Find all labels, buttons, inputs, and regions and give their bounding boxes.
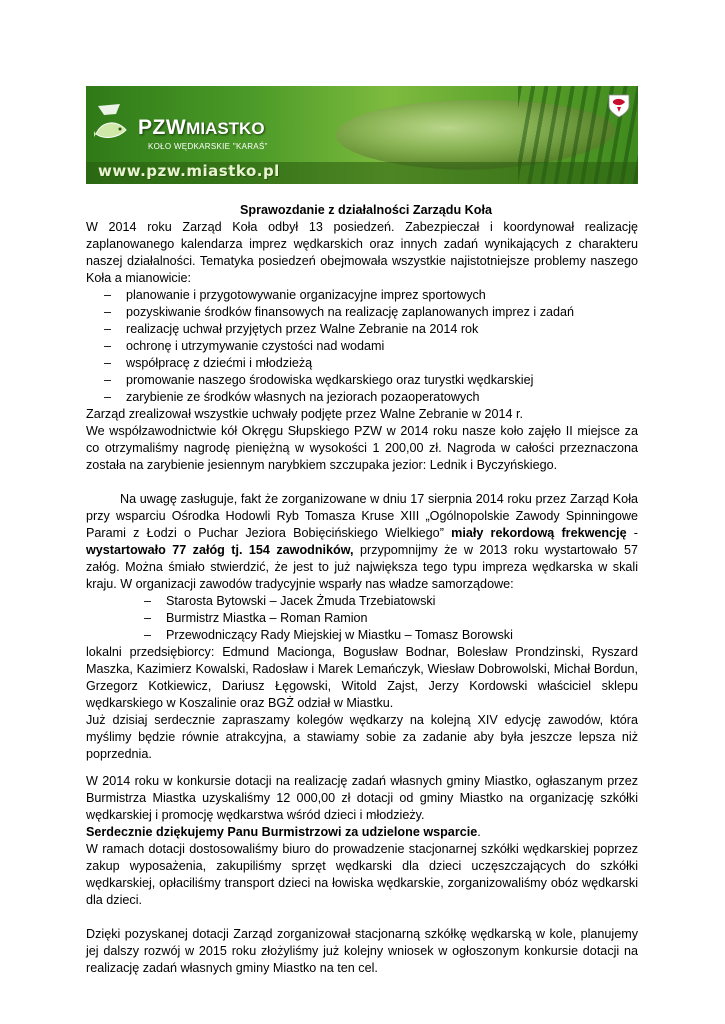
contest-bold-2: wystartowało 77 załóg tj. 154 zawodników, — [86, 543, 354, 557]
authorities-list — [86, 593, 638, 644]
contest-paragraph — [86, 491, 638, 593]
club-subtitle: KOŁO WĘDKARSKIE "KARAŚ" — [148, 142, 268, 151]
thanks-bold: Serdecznie dziękujemy Panu Burmistrzowi za udzielone wsparcie — [86, 825, 478, 839]
town-crest-icon — [608, 94, 630, 118]
sponsors-paragraph: lokalni przedsiębiorcy: Edmund Macionga, Bogusław Bodnar, Bolesław Prondzinski, Ryszard Maszka, Kazimierz Kowalski, Radosław i Marek Lemańczyk, Wiesław Dobrowolski, Michał Bordun, Grzegorz Kotkiewicz, Dariusz Łęgowski, Witold Zajst, Jerzy Kordowski właściciel sklepu wędkarskiego w Koszalinie oraz BGŻ odział w Miastku. — [86, 645, 638, 710]
thanks-tail: . — [477, 825, 481, 839]
district-competition-paragraph: We współzawodnictwie kół Okręgu Słupskiego PZW w 2014 roku nasze koło zajęło II miejsce za co otrzymaliśmy nagrodę pieniężną w wysokości 1 200,00 zł. Nagroda w całości przeznaczona została na zarybienie jesiennym narybkiem szczupaka jezior: Lednik i Byczyńskiego. — [86, 424, 638, 472]
school-paragraph: W ramach dotacji dostosowaliśmy biuro do prowadzenie stacjonarnej szkółki wędkarskiej poprzez zakup wyposażenia, zakupiliśmy sprzęt wędkarski dla dzieci uczęszczających do szkółki wędkarskiej, opłaciliśmy transport dzieci na łowiska wędkarskie, zorganizowaliśmy obóz wędkarski dla dzieci. — [86, 842, 638, 907]
invite-paragraph: Już dzisiaj serdecznie zapraszamy kolegów wędkarzy na kolejną XIV edycję zawodów, która myślimy będzie równie atrakcyjna, a stawiamy sobie za zadanie aby była jeszcze lepsza niż poprzednia. — [86, 713, 638, 761]
report-document — [86, 202, 638, 977]
resolutions-paragraph: Zarząd zrealizował wszystkie uchwały podjęte przez Walne Zebranie w 2014 r. — [86, 407, 524, 421]
list-item: – pozyskiwanie środków finansowych na realizację zaplanowanych imprez i zadań — [86, 304, 638, 321]
list-item: – Burmistrz Miastka – Roman Ramion — [86, 610, 638, 627]
contest-bold-1: miały rekordową frekwencję — [451, 526, 627, 540]
brand-name — [138, 116, 265, 140]
topics-list — [86, 287, 638, 406]
list-item: – realizację uchwał przyjętych przez Walne Zebranie na 2014 rok — [86, 321, 638, 338]
report-title: Sprawozdanie z działalności Zarządu Koła — [240, 203, 492, 217]
future-paragraph: Dzięki pozyskanej dotacji Zarząd zorganizował stacjonarną szkółkę wędkarską w kole, planujemy jej dalszy rozwój w 2015 roku złożyliśmy już kolejny wniosek w ogłoszonym konkursie dotacji na realizację zadań własnych gminy Miastko na ten cel. — [86, 927, 638, 975]
intro-paragraph: W 2014 roku Zarząd Koła odbył 13 posiedzeń. Zabezpieczał i koordynował realizację zaplanowanego kalendarza imprez wędkarskich oraz innych zadań wynikających z charakteru naszej działalności. Tematyka posiedzeń obejmowała wszystkie najistotniejsze problemy naszego Koła a mianowicie: — [86, 220, 638, 285]
list-item: – promowanie naszego środowiska wędkarskiego oraz turystki wędkarskiej — [86, 372, 638, 389]
list-item: – zarybienie ze środków własnych na jeziorach pozaoperatowych — [86, 389, 638, 406]
website-url: www.pzw.miastko.pl — [98, 162, 280, 180]
brand-pzw: PZW — [138, 116, 187, 139]
contest-text-3: przypomnijmy że w 2013 roku wystartowało 57 załóg. Można śmiało stwierdzić, że jest to już największa tego typu impreza wędkarska w skali kraju. W organizacji zawodów tradycyjnie wsparły nas władze samorządowe: — [86, 543, 638, 591]
thanks-paragraph — [86, 824, 638, 841]
pzw-fish-logo-icon — [94, 100, 128, 152]
brand-city: MIASTKO — [186, 119, 265, 138]
list-item: – współpracę z dziećmi i młodzieżą — [86, 355, 638, 372]
list-item: – Przewodniczący Rady Miejskiej w Miastku – Tomasz Borowski — [86, 627, 638, 644]
list-item: – planowanie i przygotowywanie organizacyjne imprez sportowych — [86, 287, 638, 304]
contest-text-2: - — [626, 526, 638, 540]
list-item: – ochronę i utrzymywanie czystości nad wodami — [86, 338, 638, 355]
grant-paragraph: W 2014 roku w konkursie dotacji na realizację zadań własnych gminy Miastko, ogłaszanym przez Burmistrza Miastka uzyskaliśmy 12 000,00 zł dotacji od gminy Miastko na organizację szkółki wędkarskiej i promocję wędkarstwa wśród dzieci i młodzieży. — [86, 774, 638, 822]
contest-text-1: Na uwagę zasługuje, fakt że zorganizowane w dniu 17 sierpnia 2014 roku przez Zarząd Koła przy wsparciu Ośrodka Hodowli Ryb Tomasza Kruse XIII „Ogólnopolskie Zawody Spinningowe Parami z Łodzi o Puchar Jeziora Bobięcińskiego Wielkiego” — [86, 492, 638, 540]
header-banner — [86, 86, 638, 184]
list-item: – Starosta Bytowski – Jacek Żmuda Trzebiatowski — [86, 593, 638, 610]
